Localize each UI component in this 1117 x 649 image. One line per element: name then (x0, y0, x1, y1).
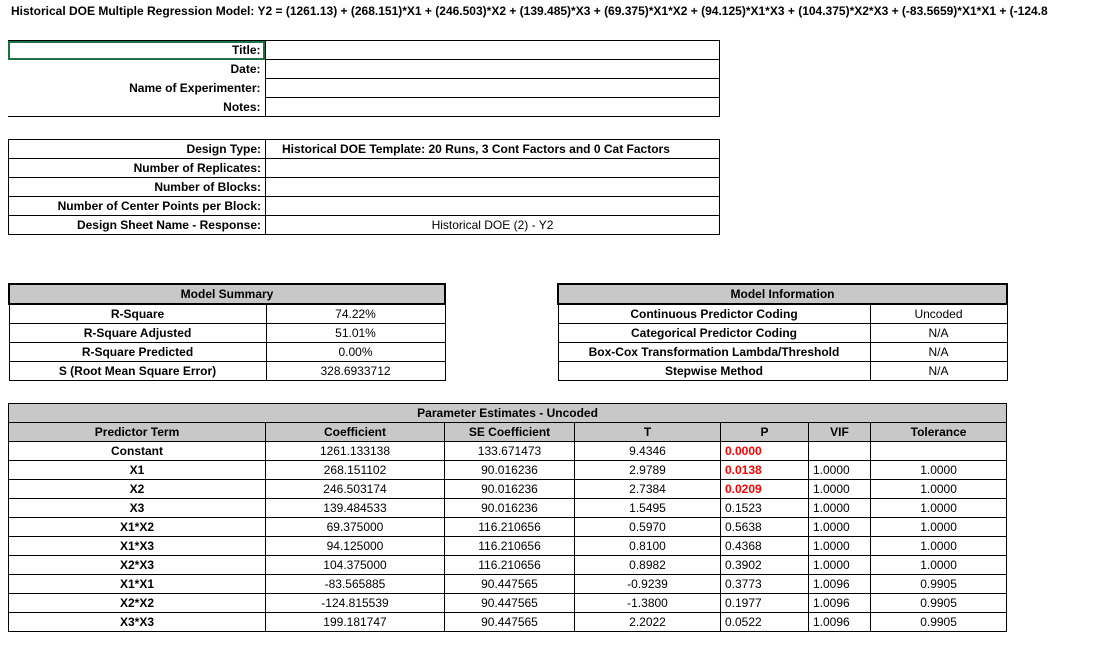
param-term-cell[interactable]: X1*X2 (9, 518, 266, 537)
param-tolerance-cell[interactable]: 1.0000 (871, 461, 1007, 480)
param-coefficient-cell[interactable]: 139.484533 (266, 499, 445, 518)
param-t-value-cell[interactable]: 2.9789 (575, 461, 721, 480)
param-t-value-cell[interactable]: -0.9239 (575, 575, 721, 594)
param-se-coefficient-cell[interactable]: 133.671473 (445, 442, 575, 461)
parameter-row (9, 499, 1007, 518)
date-label[interactable]: Date: (8, 60, 265, 79)
col-header-vif[interactable]: VIF (809, 423, 871, 442)
experimenter-value[interactable] (265, 79, 719, 98)
sheet-name-value[interactable]: Historical DOE (2) - Y2 (266, 216, 720, 235)
summary-label[interactable]: S (Root Mean Square Error) (9, 362, 266, 381)
design-row-sheet-name (9, 216, 720, 235)
param-p-value-cell[interactable]: 0.3773 (721, 575, 809, 594)
param-t-value-cell[interactable]: 2.2022 (575, 613, 721, 632)
param-vif-cell[interactable]: 1.0000 (809, 480, 871, 499)
param-coefficient-cell[interactable]: 104.375000 (266, 556, 445, 575)
param-coefficient-cell[interactable]: 199.181747 (266, 613, 445, 632)
regression-equation: Historical DOE Multiple Regression Model: Y2 = (1261.13) + (268.151)*X1 + (246.503)*X2 + (139.485)*X3 + (69.375)*X1*X2 + (94.125)*X1*X3 + (104.375)*X2*X3 + (-83.5659)*X1*X1 + (-124.8 (11, 4, 1048, 18)
param-p-value-cell[interactable]: 0.5638 (721, 518, 809, 537)
param-coefficient-cell[interactable]: 69.375000 (266, 518, 445, 537)
parameter-row (9, 537, 1007, 556)
col-header-t[interactable]: T (575, 423, 721, 442)
param-term-cell[interactable]: X1*X1 (9, 575, 266, 594)
summary-row (9, 304, 445, 324)
model-info-row (558, 362, 1007, 381)
parameter-estimates-title: Parameter Estimates - Uncoded (9, 404, 1007, 423)
parameter-row (9, 480, 1007, 499)
param-vif-cell[interactable]: 1.0000 (809, 461, 871, 480)
param-se-coefficient-cell[interactable]: 90.447565 (445, 575, 575, 594)
col-header-se[interactable]: SE Coefficient (445, 423, 575, 442)
param-vif-cell[interactable] (809, 442, 871, 461)
param-coefficient-cell[interactable]: 268.151102 (266, 461, 445, 480)
param-term-cell[interactable]: X1*X3 (9, 537, 266, 556)
param-term-cell[interactable]: X2 (9, 480, 266, 499)
model-summary-table (8, 283, 446, 381)
param-t-value-cell[interactable]: 0.8100 (575, 537, 721, 556)
col-header-coefficient[interactable]: Coefficient (266, 423, 445, 442)
model-info-label[interactable]: Stepwise Method (558, 362, 870, 381)
param-tolerance-cell[interactable]: 1.0000 (871, 480, 1007, 499)
col-header-tolerance[interactable]: Tolerance (871, 423, 1007, 442)
design-row-blocks (9, 178, 720, 197)
model-info-label[interactable]: Continuous Predictor Coding (558, 304, 870, 324)
title-value[interactable] (265, 41, 719, 60)
center-points-value[interactable] (266, 197, 720, 216)
blocks-value[interactable] (266, 178, 720, 197)
model-summary-title: Model Summary (9, 284, 445, 304)
param-coefficient-cell[interactable]: 94.125000 (266, 537, 445, 556)
summary-row (9, 362, 445, 381)
model-info-label[interactable]: Box-Cox Transformation Lambda/Threshold (558, 343, 870, 362)
notes-value[interactable] (265, 98, 719, 117)
model-info-label[interactable]: Categorical Predictor Coding (558, 324, 870, 343)
summary-row (9, 324, 445, 343)
param-vif-cell[interactable]: 1.0096 (809, 575, 871, 594)
param-tolerance-cell[interactable] (871, 442, 1007, 461)
model-info-row (558, 324, 1007, 343)
param-se-coefficient-cell[interactable]: 116.210656 (445, 518, 575, 537)
design-row-center-points (9, 197, 720, 216)
param-term-cell[interactable]: X3 (9, 499, 266, 518)
info-row-notes (8, 98, 719, 117)
design-type-value[interactable]: Historical DOE Template: 20 Runs, 3 Cont Factors and 0 Cat Factors (266, 140, 720, 159)
parameter-row (9, 442, 1007, 461)
param-coefficient-cell[interactable]: -124.815539 (266, 594, 445, 613)
param-t-value-cell[interactable]: 2.7384 (575, 480, 721, 499)
param-t-value-cell[interactable]: 0.5970 (575, 518, 721, 537)
param-p-value-cell[interactable]: 0.1977 (721, 594, 809, 613)
param-p-value-cell[interactable]: 0.4368 (721, 537, 809, 556)
summary-row (9, 343, 445, 362)
param-tolerance-cell[interactable]: 1.0000 (871, 556, 1007, 575)
param-coefficient-cell[interactable]: -83.565885 (266, 575, 445, 594)
parameter-row (9, 594, 1007, 613)
summary-value[interactable]: 51.01% (266, 324, 445, 343)
param-se-coefficient-cell[interactable]: 90.016236 (445, 461, 575, 480)
replicates-value[interactable] (266, 159, 720, 178)
param-tolerance-cell[interactable]: 0.9905 (871, 594, 1007, 613)
param-se-coefficient-cell[interactable]: 116.210656 (445, 556, 575, 575)
summary-value[interactable]: 74.22% (266, 304, 445, 324)
param-tolerance-cell[interactable]: 1.0000 (871, 518, 1007, 537)
param-vif-cell[interactable]: 1.0000 (809, 556, 871, 575)
sheet-name-label[interactable]: Design Sheet Name - Response: (9, 216, 266, 235)
param-tolerance-cell[interactable]: 1.0000 (871, 499, 1007, 518)
param-se-coefficient-cell[interactable]: 90.447565 (445, 613, 575, 632)
col-header-term[interactable]: Predictor Term (9, 423, 266, 442)
summary-value[interactable]: 0.00% (266, 343, 445, 362)
info-row-date (8, 60, 719, 79)
param-se-coefficient-cell[interactable]: 90.447565 (445, 594, 575, 613)
info-row-experimenter (8, 79, 719, 98)
param-vif-cell[interactable]: 1.0096 (809, 613, 871, 632)
model-info-value[interactable]: Uncoded (870, 304, 1007, 324)
param-p-value-cell[interactable]: 0.1523 (721, 499, 809, 518)
param-term-cell[interactable]: X1 (9, 461, 266, 480)
model-info-row (558, 304, 1007, 324)
param-se-coefficient-cell[interactable]: 90.016236 (445, 499, 575, 518)
title-label[interactable]: Title: (8, 41, 265, 60)
replicates-label[interactable]: Number of Replicates: (9, 159, 266, 178)
param-coefficient-cell[interactable]: 1261.133138 (266, 442, 445, 461)
summary-label[interactable]: R-Square (9, 304, 266, 324)
parameter-row (9, 613, 1007, 632)
param-vif-cell[interactable]: 1.0096 (809, 594, 871, 613)
blocks-label[interactable]: Number of Blocks: (9, 178, 266, 197)
param-tolerance-cell[interactable]: 0.9905 (871, 613, 1007, 632)
design-row-type (9, 140, 720, 159)
summary-label[interactable]: R-Square Adjusted (9, 324, 266, 343)
param-p-value-cell[interactable]: 0.0000 (721, 442, 809, 461)
param-tolerance-cell[interactable]: 1.0000 (871, 537, 1007, 556)
parameter-row (9, 518, 1007, 537)
param-p-value-cell[interactable]: 0.0522 (721, 613, 809, 632)
date-value[interactable] (265, 60, 719, 79)
model-info-value[interactable]: N/A (870, 362, 1007, 381)
design-table (8, 139, 720, 235)
param-vif-cell[interactable]: 1.0000 (809, 518, 871, 537)
design-row-replicates (9, 159, 720, 178)
experimenter-label[interactable]: Name of Experimenter: (8, 79, 265, 98)
param-term-cell[interactable]: X2*X3 (9, 556, 266, 575)
param-p-value-cell[interactable]: 0.3902 (721, 556, 809, 575)
param-vif-cell[interactable]: 1.0000 (809, 537, 871, 556)
model-info-value[interactable]: N/A (870, 343, 1007, 362)
param-coefficient-cell[interactable]: 246.503174 (266, 480, 445, 499)
model-information-table (557, 283, 1008, 381)
design-type-label[interactable]: Design Type: (9, 140, 266, 159)
parameter-header-row (9, 423, 1007, 442)
center-points-label[interactable]: Number of Center Points per Block: (9, 197, 266, 216)
parameter-row (9, 575, 1007, 594)
summary-label[interactable]: R-Square Predicted (9, 343, 266, 362)
param-se-coefficient-cell[interactable]: 116.210656 (445, 537, 575, 556)
model-info-row (558, 343, 1007, 362)
param-term-cell[interactable]: Constant (9, 442, 266, 461)
parameter-row (9, 556, 1007, 575)
param-vif-cell[interactable]: 1.0000 (809, 499, 871, 518)
param-tolerance-cell[interactable]: 0.9905 (871, 575, 1007, 594)
param-p-value-cell[interactable]: 0.0138 (721, 461, 809, 480)
param-t-value-cell[interactable]: 9.4346 (575, 442, 721, 461)
param-se-coefficient-cell[interactable]: 90.016236 (445, 480, 575, 499)
param-term-cell[interactable]: X2*X2 (9, 594, 266, 613)
col-header-p[interactable]: P (721, 423, 809, 442)
param-t-value-cell[interactable]: -1.3800 (575, 594, 721, 613)
param-t-value-cell[interactable]: 1.5495 (575, 499, 721, 518)
param-term-cell[interactable]: X3*X3 (9, 613, 266, 632)
notes-label[interactable]: Notes: (8, 98, 265, 117)
summary-value[interactable]: 328.6933712 (266, 362, 445, 381)
model-info-value[interactable]: N/A (870, 324, 1007, 343)
model-information-title: Model Information (558, 284, 1007, 304)
experiment-info-table (8, 40, 720, 117)
parameter-estimates-table (8, 403, 1007, 632)
param-p-value-cell[interactable]: 0.0209 (721, 480, 809, 499)
param-t-value-cell[interactable]: 0.8982 (575, 556, 721, 575)
parameter-row (9, 461, 1007, 480)
info-row-title (8, 41, 719, 60)
